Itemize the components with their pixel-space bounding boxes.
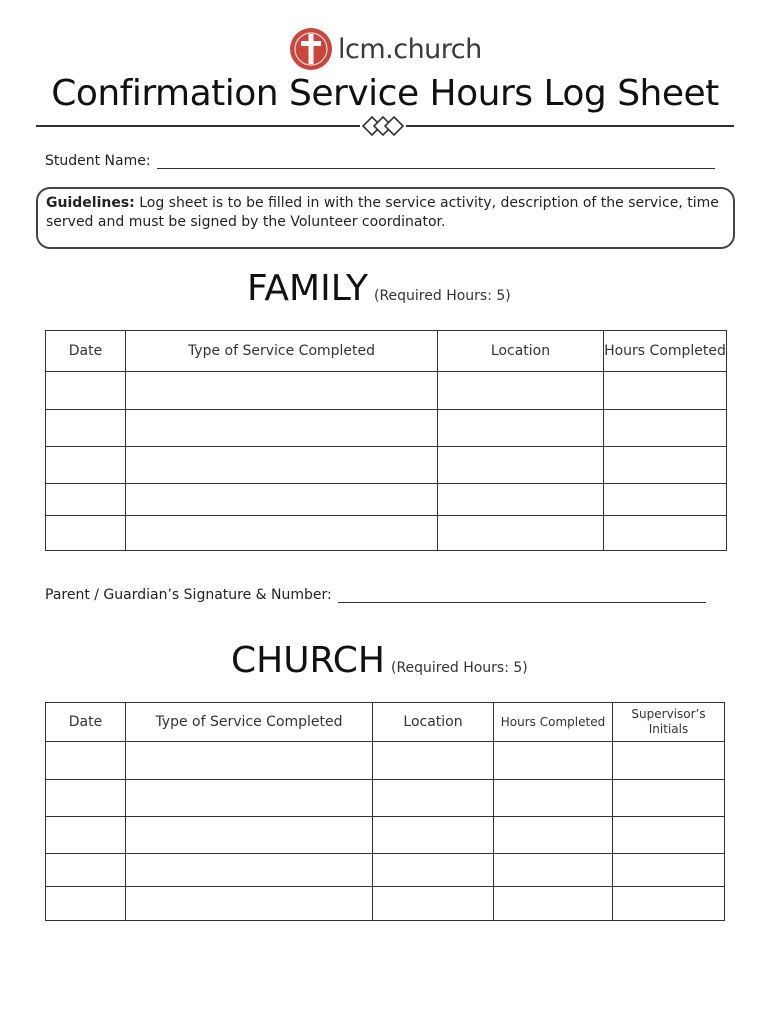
column-header-hours: Hours Completed bbox=[604, 331, 727, 372]
service-type-cell[interactable] bbox=[126, 817, 373, 854]
date-cell[interactable] bbox=[46, 447, 126, 484]
guidelines-text: Log sheet is to be filled in with the service activity, description of the service, time served and must be signed by the Volunteer coordinator. bbox=[46, 195, 719, 230]
location-cell[interactable] bbox=[373, 817, 494, 854]
parent-signature-row bbox=[45, 587, 706, 603]
date-cell[interactable] bbox=[46, 484, 126, 516]
service-type-cell[interactable] bbox=[126, 854, 373, 887]
location-cell[interactable] bbox=[438, 372, 604, 410]
date-cell[interactable] bbox=[46, 372, 126, 410]
date-cell[interactable] bbox=[46, 817, 126, 854]
date-cell[interactable] bbox=[46, 780, 126, 817]
church-required-hours: (Required Hours: 5) bbox=[390, 660, 528, 676]
service-type-cell[interactable] bbox=[126, 372, 438, 410]
guidelines-box bbox=[36, 187, 735, 249]
hours-cell[interactable] bbox=[494, 742, 613, 780]
table-row bbox=[46, 780, 725, 817]
location-cell[interactable] bbox=[373, 854, 494, 887]
service-type-cell[interactable] bbox=[126, 410, 438, 447]
service-type-cell[interactable] bbox=[126, 484, 438, 516]
table-row bbox=[46, 742, 725, 780]
column-header-hours: Hours Completed bbox=[494, 703, 613, 742]
date-cell[interactable] bbox=[46, 742, 126, 780]
table-row bbox=[46, 484, 727, 516]
hours-cell[interactable] bbox=[604, 410, 727, 447]
hours-cell[interactable] bbox=[604, 516, 727, 551]
date-cell[interactable] bbox=[46, 410, 126, 447]
column-header-date: Date bbox=[46, 331, 126, 372]
location-cell[interactable] bbox=[373, 887, 494, 921]
family-heading bbox=[247, 268, 511, 309]
hours-cell[interactable] bbox=[494, 887, 613, 921]
location-cell[interactable] bbox=[438, 410, 604, 447]
table-row bbox=[46, 817, 725, 854]
family-title: FAMILY bbox=[247, 268, 368, 309]
column-header-date: Date bbox=[46, 703, 126, 742]
column-header-supervisor-initials: Supervisor’s Initials bbox=[613, 703, 725, 742]
table-header-row bbox=[46, 703, 725, 742]
table-header-row bbox=[46, 331, 727, 372]
page-title: Confirmation Service Hours Log Sheet bbox=[51, 73, 719, 114]
logo-text: lcm.church bbox=[338, 33, 482, 65]
column-header-service-type: Type of Service Completed bbox=[126, 703, 373, 742]
table-row bbox=[46, 516, 727, 551]
date-cell[interactable] bbox=[46, 516, 126, 551]
table-row bbox=[46, 854, 725, 887]
hours-cell[interactable] bbox=[494, 817, 613, 854]
location-cell[interactable] bbox=[438, 447, 604, 484]
initials-cell[interactable] bbox=[613, 887, 725, 921]
church-title: CHURCH bbox=[231, 640, 385, 681]
hours-cell[interactable] bbox=[604, 447, 727, 484]
church-heading bbox=[231, 640, 528, 681]
location-cell[interactable] bbox=[438, 516, 604, 551]
student-name-field[interactable] bbox=[157, 154, 715, 169]
student-name-label: Student Name: bbox=[45, 153, 151, 169]
initials-cell[interactable] bbox=[613, 780, 725, 817]
guidelines-label: Guidelines: bbox=[46, 195, 135, 211]
parent-signature-field[interactable] bbox=[338, 588, 706, 603]
service-type-cell[interactable] bbox=[126, 887, 373, 921]
student-name-row bbox=[45, 153, 715, 169]
location-cell[interactable] bbox=[438, 484, 604, 516]
initials-cell[interactable] bbox=[613, 742, 725, 780]
initials-cell[interactable] bbox=[613, 817, 725, 854]
column-header-location: Location bbox=[438, 331, 604, 372]
diamond-ornament-icon bbox=[360, 115, 406, 137]
column-header-service-type: Type of Service Completed bbox=[126, 331, 438, 372]
table-row bbox=[46, 410, 727, 447]
location-cell[interactable] bbox=[373, 780, 494, 817]
family-required-hours: (Required Hours: 5) bbox=[373, 288, 511, 304]
initials-cell[interactable] bbox=[613, 854, 725, 887]
parent-signature-label: Parent / Guardian’s Signature & Number: bbox=[45, 587, 332, 603]
service-type-cell[interactable] bbox=[126, 447, 438, 484]
service-type-cell[interactable] bbox=[126, 516, 438, 551]
column-header-location: Location bbox=[373, 703, 494, 742]
hours-cell[interactable] bbox=[494, 780, 613, 817]
service-type-cell[interactable] bbox=[126, 742, 373, 780]
hours-cell[interactable] bbox=[604, 484, 727, 516]
hours-cell[interactable] bbox=[494, 854, 613, 887]
table-row bbox=[46, 372, 727, 410]
logo bbox=[288, 25, 482, 73]
table-row bbox=[46, 447, 727, 484]
location-cell[interactable] bbox=[373, 742, 494, 780]
date-cell[interactable] bbox=[46, 887, 126, 921]
date-cell[interactable] bbox=[46, 854, 126, 887]
service-type-cell[interactable] bbox=[126, 780, 373, 817]
hours-cell[interactable] bbox=[604, 372, 727, 410]
church-log-table bbox=[45, 702, 725, 921]
family-log-table bbox=[45, 330, 727, 551]
table-row bbox=[46, 887, 725, 921]
cross-icon bbox=[288, 26, 334, 72]
